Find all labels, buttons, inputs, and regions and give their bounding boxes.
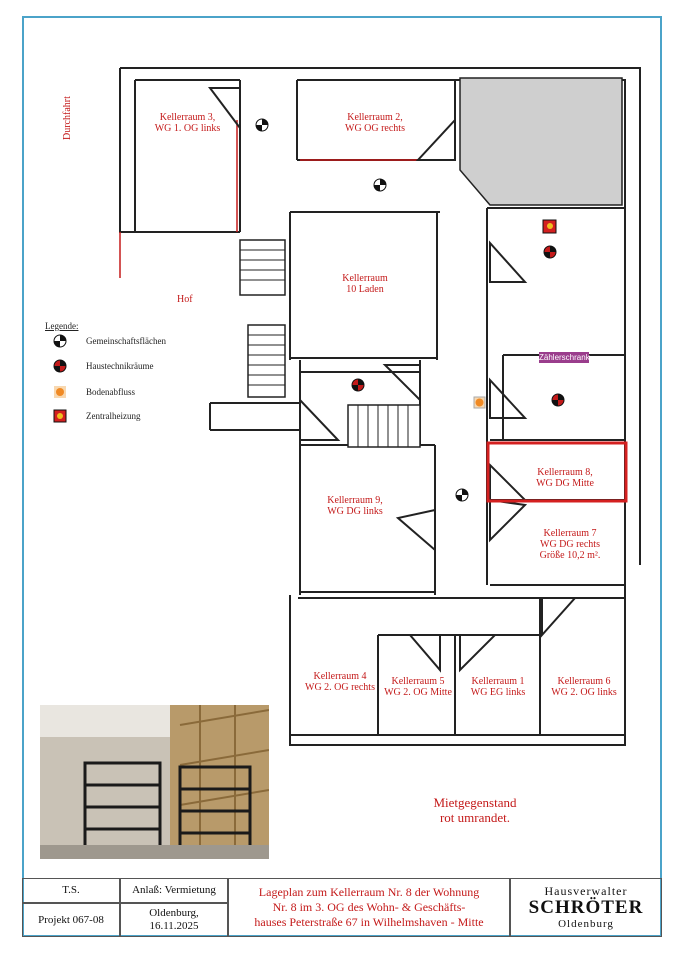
meter-cabinet-label: Zählerschrank [539, 353, 590, 362]
project-cell: Projekt 067-08 [22, 903, 120, 937]
label-durchfahrt: Durchfahrt [62, 96, 73, 140]
room-label-4: Kellerraum 4 WG 2. OG rechts [305, 671, 375, 693]
room-label-9: Kellerraum 9, WG DG links [327, 495, 383, 517]
storage-room-photo [40, 705, 269, 859]
room-label-8: Kellerraum 8, WG DG Mitte [536, 467, 594, 489]
occasion-cell: Anlaß: Vermietung [120, 878, 228, 903]
room-label-3: Kellerraum 3, WG 1. OG links [154, 112, 221, 134]
room-label-10: Kellerraum 10 Laden [342, 273, 388, 295]
room-label-2: Kellerraum 2, WG OG rechts [345, 112, 405, 134]
rented-object-note: Mietgegenstand rot umrandet. [433, 795, 517, 825]
room-label-1: Kellerraum 1 WG EG links [470, 676, 526, 698]
legend-technical-room: Haustechnikräume [86, 361, 154, 371]
title-block [22, 878, 662, 937]
label-hof: Hof [177, 294, 193, 305]
author-cell: T.S. [22, 878, 120, 903]
technical-room-markers [352, 246, 564, 406]
company-logo: Hausverwalter SCHRÖTER Oldenburg [510, 878, 662, 937]
room-label-5: Kellerraum 5 WG 2. OG Mitte [384, 676, 452, 698]
plan-title-cell: Lageplan zum Kellerraum Nr. 8 der Wohnung Nr. 8 im 3. OG des Wohn- & Geschäfts- hauses Peterstraße 67 in Wilhelmshaven - Mitte [228, 878, 510, 937]
legend-title: Legende: [45, 321, 79, 331]
room-label-7: Kellerraum 7 WG DG rechts Größe 10,2 m². [539, 528, 601, 561]
legend-common-area: Gemeinschaftsflächen [86, 336, 166, 346]
legend-floor-drain: Bodenabfluss [86, 387, 135, 397]
legend-central-heating: Zentralheizung [86, 411, 141, 421]
place-date-cell: Oldenburg, 16.11.2025 [120, 903, 228, 937]
room-label-6: Kellerraum 6 WG 2. OG links [551, 676, 617, 698]
